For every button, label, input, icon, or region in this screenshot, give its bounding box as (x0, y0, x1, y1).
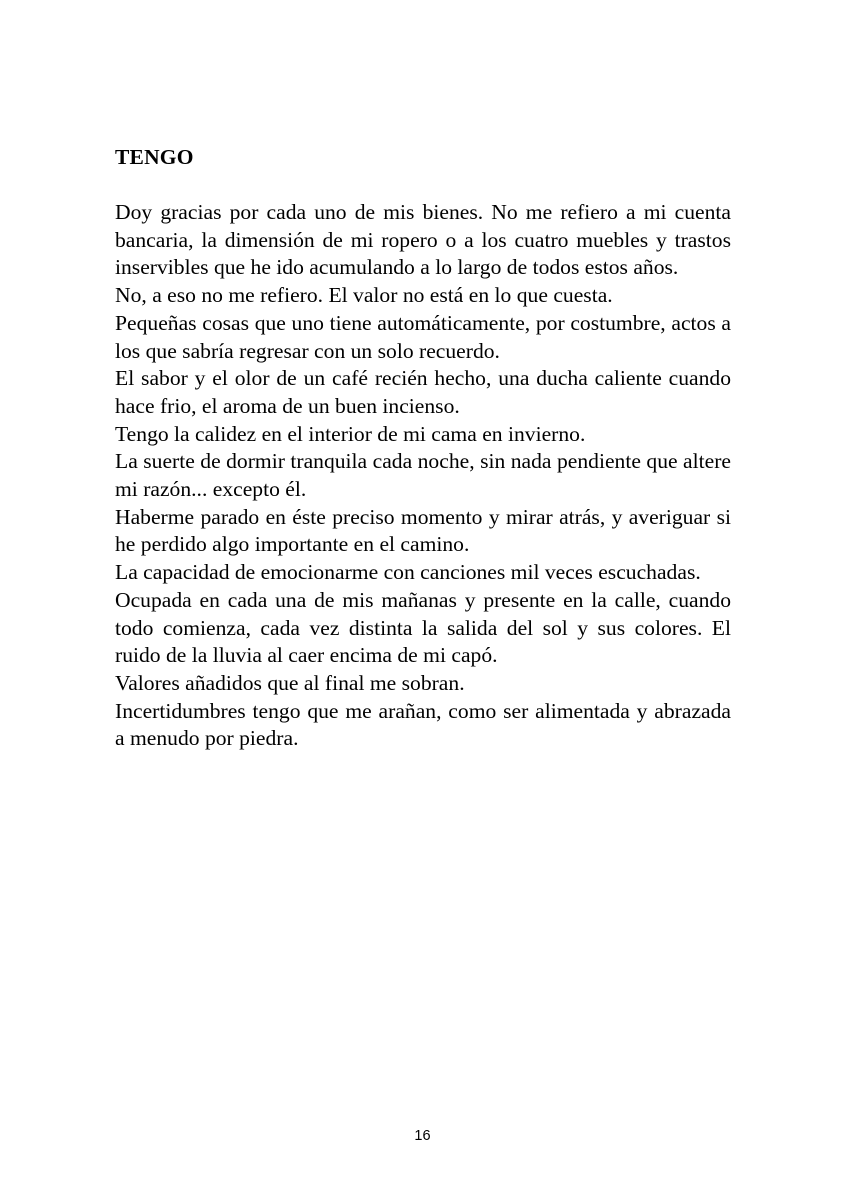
paragraph: Doy gracias por cada uno de mis bienes. No me refiero a mi cuenta bancaria, la dimensión de mi ropero o a los cuatro muebles y trastos inservibles que he ido acumulando a lo largo de todos estos años. (115, 200, 731, 280)
page-number: 16 (414, 1128, 431, 1144)
paragraph: El sabor y el olor de un café recién hecho, una ducha caliente cuando hace frio, el aroma de un buen incienso. (115, 366, 731, 418)
paragraph: Pequeñas cosas que uno tiene automáticamente, por costumbre, actos a los que sabría regresar con un solo recuerdo. (115, 310, 731, 363)
paragraph: La capacidad de emocionarme con canciones mil veces escuchadas. (115, 560, 701, 585)
paragraph: Valores añadidos que al final me sobran. (115, 670, 465, 695)
chapter-body (115, 199, 731, 753)
paragraph: Incertidumbres tengo que me arañan, como ser alimentada y abrazada a menudo por piedra. (115, 698, 731, 751)
paragraph: Tengo la calidez en el interior de mi cama en invierno. (115, 421, 586, 446)
paragraph: No, a eso no me refiero. El valor no está en lo que cuesta. (115, 283, 613, 308)
paragraph: Ocupada en cada una de mis mañanas y presente en la calle, cuando todo comienza, cada vez distinta la salida del sol y sus colores. El ruido de la lluvia al caer encima de mi capó. (115, 587, 731, 668)
chapter-title: TENGO (115, 145, 194, 169)
paragraph: Haberme parado en éste preciso momento y mirar atrás, y averiguar si he perdido algo importante en el camino. (115, 504, 731, 557)
paragraph: La suerte de dormir tranquila cada noche, sin nada pendiente que altere mi razón... excepto él. (115, 449, 731, 502)
